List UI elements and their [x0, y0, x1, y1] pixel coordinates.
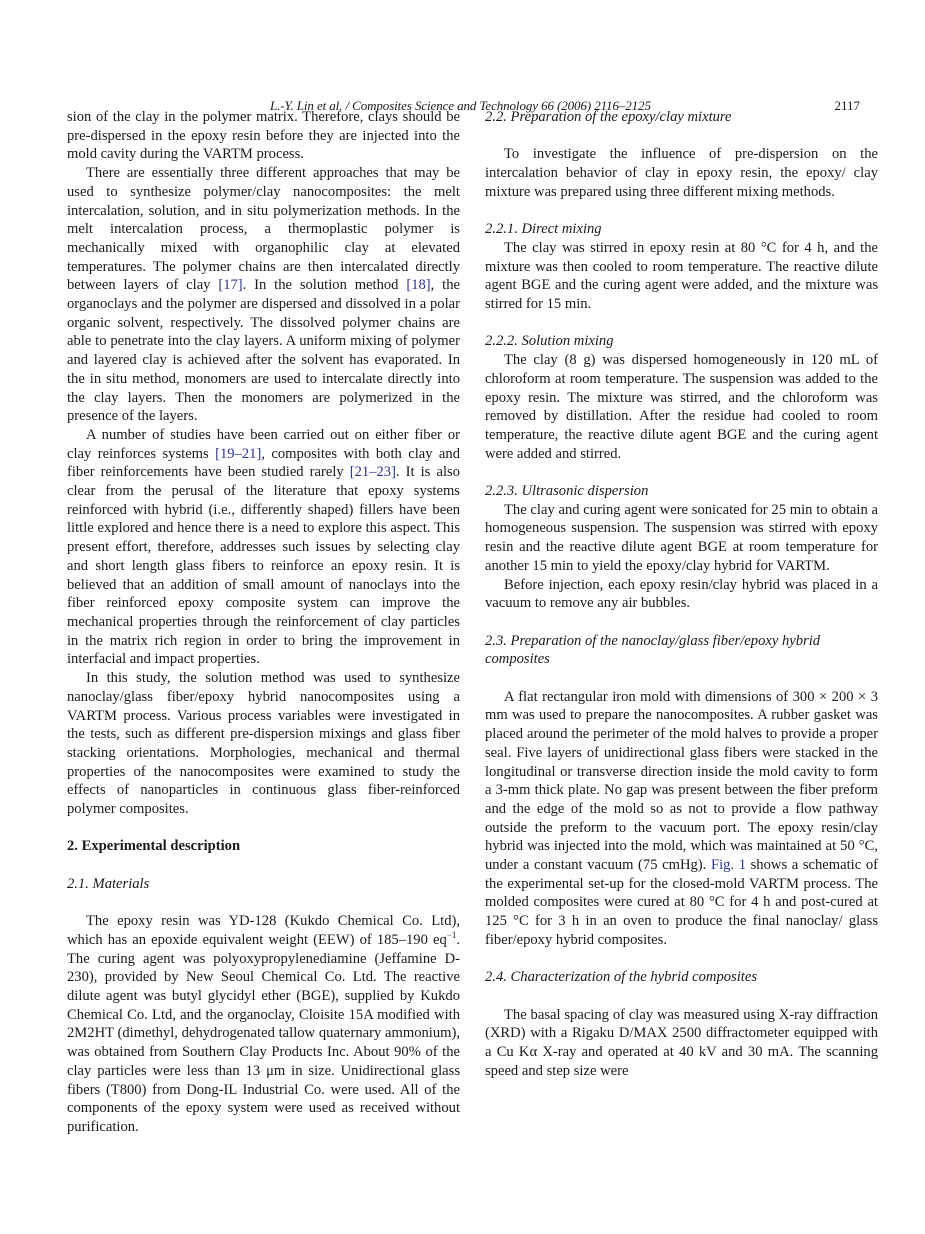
page-number: 2117 [834, 98, 860, 113]
citation-link[interactable]: [17] [218, 277, 243, 294]
section-heading: 2. Experimental description [67, 838, 241, 855]
paragraph: The clay was stirred in epoxy resin at 80 °C for 4 h, and the mixture was then cooled to room temperature. The reactive dilute agent BGE and the curing agent were added, and the mixture was stirred for 15 min. [485, 239, 878, 312]
subsection-heading: 2.3. Preparation of the nanoclay/glass fiber/epoxy hybrid composites [485, 632, 821, 668]
subsection-heading: 2.1. Materials [67, 875, 150, 892]
citation-link[interactable]: [21–23] [349, 464, 396, 481]
paragraph: The epoxy resin was YD-128 (Kukdo Chemical Co. Ltd), which has an epoxide equivalent weight (EEW) of 185–190 $eq^{-1}$. The curing agent was polyoxypropylenediamine (Jeffamine D-230), provided by New Seoul Chemical Co. Ltd. The reactive dilute agent was butyl glycidyl ether (BGE), supplied by Kukdo Chemical Co. Ltd, and the organoclay, Cloisite 15A modified with 2M2HT (dimethyl, dehydrogenated tallow quaternary ammonium), was obtained from Southern Clay Products Inc. About 90% of the clay particles were less than 13 μm in size. Unidirectional glass fibers (T800) from Dong-IL Industrial Co. were used. All of the components of the epoxy system were used as received without purification. [67, 913, 460, 1135]
paragraph: Before injection, each epoxy resin/clay hybrid was placed in a vacuum to remove any air bubbles. [485, 576, 878, 612]
paragraph: The clay (8 g) was dispersed homogeneously in 120 mL of chloroform at room temperature. The suspension was added to the epoxy resin. The mixture was stirred, and the chloroform was removed by distillation. After the residue had cooled to room temperature, the reactive dilute agent BGE and the curing agent were added and stirred. [485, 352, 878, 462]
subsubsection-heading: 2.2.3. Ultrasonic dispersion [485, 483, 649, 499]
paragraph: The basal spacing of clay was measured using X-ray diffraction (XRD) with a Rigaku D/MAX 2500 diffractometer equipped with a Cu Kα X-ray and operated at 40 kV and 30 mA. The scanning speed and step size were [485, 1006, 878, 1079]
citation-link[interactable]: [18] [406, 277, 431, 294]
paragraph: The clay and curing agent were sonicated for 25 min to obtain a homogeneous suspension. The suspension was stirred with epoxy resin and the reactive dilute agent BGE at room temperature for another 15 min to yield the epoxy/clay hybrid for VARTM. [485, 501, 878, 574]
paragraph: In this study, the solution method was used to synthesize nanoclay/glass fiber/epoxy hybrid nanocomposites using a VARTM process. Various process variables were investigated in the tests, such as different pre-dispersion mixings and glass fiber stacking orientations. Morphologies, mechanical and thermal properties of the nanocomposites were examined to study the effects of nanoparticles in continuous glass fiber-reinforced polymer composites. [67, 670, 460, 818]
subsection-heading: 2.4. Characterization of the hybrid composites [485, 969, 757, 986]
paragraph: To investigate the influence of pre-dispersion on the intercalation behavior of clay in epoxy resin, the epoxy/ clay mixture was prepared using three different mixing methods. [485, 146, 878, 200]
right-column [485, 108, 878, 1080]
paragraph: A flat rectangular iron mold with dimensions of 300 × 200 × 3 mm was used to prepare the nanocomposites. A rubber gasket was placed around the perimeter of the mold halves to provide a proper seal. Five layers of unidirectional glass fibers were stacked in the longitudinal or transverse direction inside the mold cavity to form a 3-mm thick plate. No gap was present between the fiber preform and the edge of the mold so as not to provide a flow pathway outside the preform to the vacuum port. The epoxy resin/clay hybrid was injected into the mold, which was maintained at 50 °C, under a constant vacuum (75 cmHg). Fig. 1 shows a schematic of the experimental set-up for the closed-mold VARTM process. The molded composites were cured at 80 °C for 4 h and post-cured at 125 °C for 3 h in an oven to produce the final nanoclay/ glass fiber/epoxy hybrid composites. [485, 688, 878, 948]
paragraph: There are essentially three different approaches that may be used to synthesize polymer/clay nanocomposites: the melt intercalation, solution, and in situ polymerization methods. In the melt intercalation process, a thermoplastic polymer is mechanically mixed with organophilic clay at elevated temperatures. The polymer chains are then intercalated directly between layers of clay [17]. In the solution method [18], the organoclays and the polymer are dispersed and dissolved in a polar organic solvent, respectively. The dissolved polymer chains are able to penetrate into the clay layers. A uniform mixing of polymer and layered clay is achieved after the solvent has evaporated. In the in situ method, monomers are used to intercalate directly into the clay layers. Then the monomers are polymerized in the presence of the layers. [67, 165, 460, 425]
left-column [67, 108, 460, 1137]
paragraph: sion of the clay in the polymer matrix. Therefore, clays should be pre-dispersed in the epoxy resin before they are injected into the mold cavity during the VARTM process. [67, 109, 460, 163]
running-title: L.-Y. Lin et al. / Composites Science and Technology 66 (2006) 2116–2125 [270, 98, 651, 113]
paragraph: A number of studies have been carried out on either fiber or clay reinforces systems [19–21], composites with both clay and fiber reinforcements have been studied rarely [21–23]. It is also clear from the perusal of the literature that epoxy systems reinforced with hybrid (i.e., differently shaped) fillers have been little explored and hence there is a need to explore this aspect. This present effort, therefore, addresses such issues by selecting clay and short length glass fibers to reinforce an epoxy resin. It is believed that an addition of small amount of nanoclays into the fiber reinforced epoxy composite system can improve the mechanical properties through the reinforcement of clay particles in the matrix rich region in order to bring the improvement in interfacial and impact properties. [67, 426, 461, 668]
subsubsection-heading: 2.2.2. Solution mixing [485, 333, 614, 350]
citation-link[interactable]: [19–21] [215, 445, 262, 462]
subsection-heading: 2.2. Preparation of the epoxy/clay mixture [485, 109, 732, 125]
subsubsection-heading: 2.2.1. Direct mixing [485, 221, 602, 238]
figure-link[interactable]: Fig. 1 [710, 857, 746, 874]
